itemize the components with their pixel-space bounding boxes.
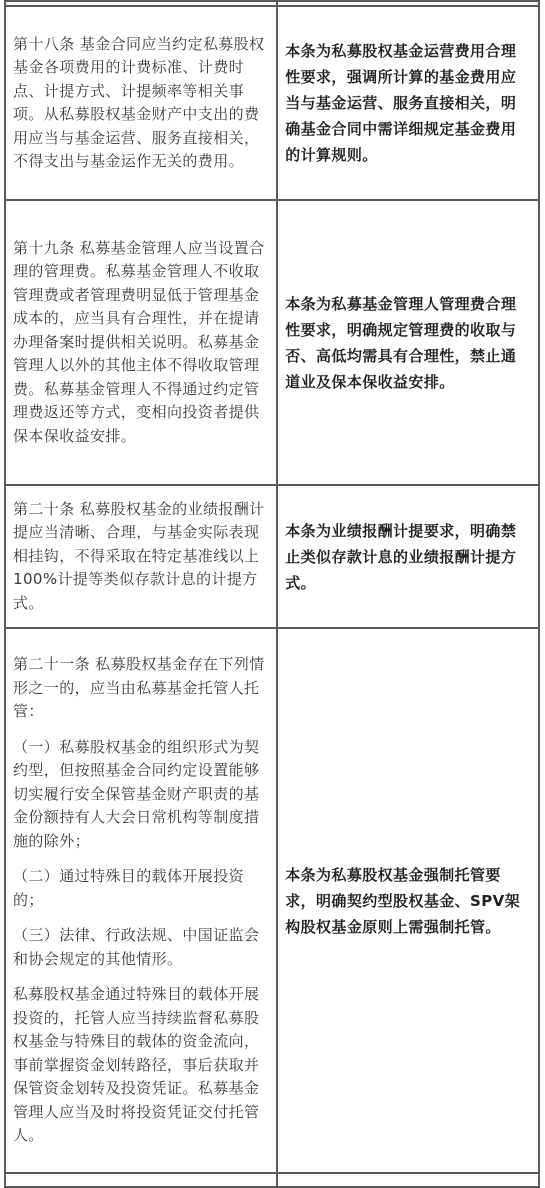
note-cell [277,6,539,200]
table-row-stub-bottom [5,1173,539,1187]
table-row [5,485,539,628]
table-row [5,6,539,200]
article-cell [5,485,277,628]
note-cell [277,628,539,1173]
article-paragraph: 第二十条 私募股权基金的业绩报酬计提应当清晰、合理，与基金实际表现相挂钩，不得采取在特定基准线以上100%计提等类似存款计息的计提方式。 [13,499,265,612]
article-cell [5,6,277,200]
note-text: 本条为业绩报酬计提要求，明确禁止类似存款计息的业绩报酬计提方式。 [285,521,517,592]
article-paragraph: （二）通过特殊目的载体开展投资的； [13,867,245,909]
stub-cell [5,1173,277,1187]
note-cell [277,485,539,628]
table-row [5,628,539,1173]
article-paragraph: 私募股权基金通过特殊目的载体开展投资的，托管人应当持续监督私募股权基金与特殊目的载体的资金流向，事前掌握资金划转路径，事后获取并保管资金划转及投资凭证。私募基金管理人应当及时将投资凭证交付托管人。 [13,985,260,1145]
regulation-table [4,0,540,1188]
article-paragraph: 第十九条 私募基金管理人应当设置合理的管理费。私募基金管理人不收取管理费或者管理费明显低于管理基金成本的，应当具有合理性，并在提请办理备案时提供相关说明。私募基金管理人以外的其他主体不得收取管理费。私募基金管理人不得通过约定管理费返还等方式，变相向投资者提供保本保收益安排。 [13,238,265,445]
note-cell [277,200,539,485]
note-text: 本条为私募股权基金强制托管要求，明确契约型股权基金、SPV架构股权基金原则上需强制托管。 [285,865,521,936]
note-text: 本条为私募基金管理人管理费合理性要求，明确规定管理费的收取与否、高低均需具有合理性，禁止通道业及保本保收益安排。 [285,294,517,391]
article-paragraph: 第二十一条 私募股权基金存在下列情形之一的，应当由私募基金托管人托管： [13,655,265,721]
article-cell [5,200,277,485]
article-paragraph: （三）法律、行政法规、中国证监会和协会规定的其他情形。 [13,926,260,968]
article-cell [5,628,277,1173]
article-paragraph: （一）私募股权基金的组织形式为契约型，但按照基金合同约定设置能够切实履行安全保管基金财产职责的基金份额持有人大会日常机构等制度措施的除外； [13,737,260,850]
note-text: 本条为私募股权基金运营费用合理性要求，强调所计算的基金费用应当与基金运营、服务直接相关，明确基金合同中需详细规定基金费用的计算规则。 [285,42,517,164]
stub-cell [277,1173,539,1187]
article-paragraph: 第十八条 基金合同应当约定私募股权基金各项费用的计费标准、计费时点、计提方式、计提频率等相关事项。从私募股权基金财产中支出的费用应当与基金运营、服务直接相关，不得支出与基金运作无关的费用。 [13,34,265,170]
table-row [5,200,539,485]
